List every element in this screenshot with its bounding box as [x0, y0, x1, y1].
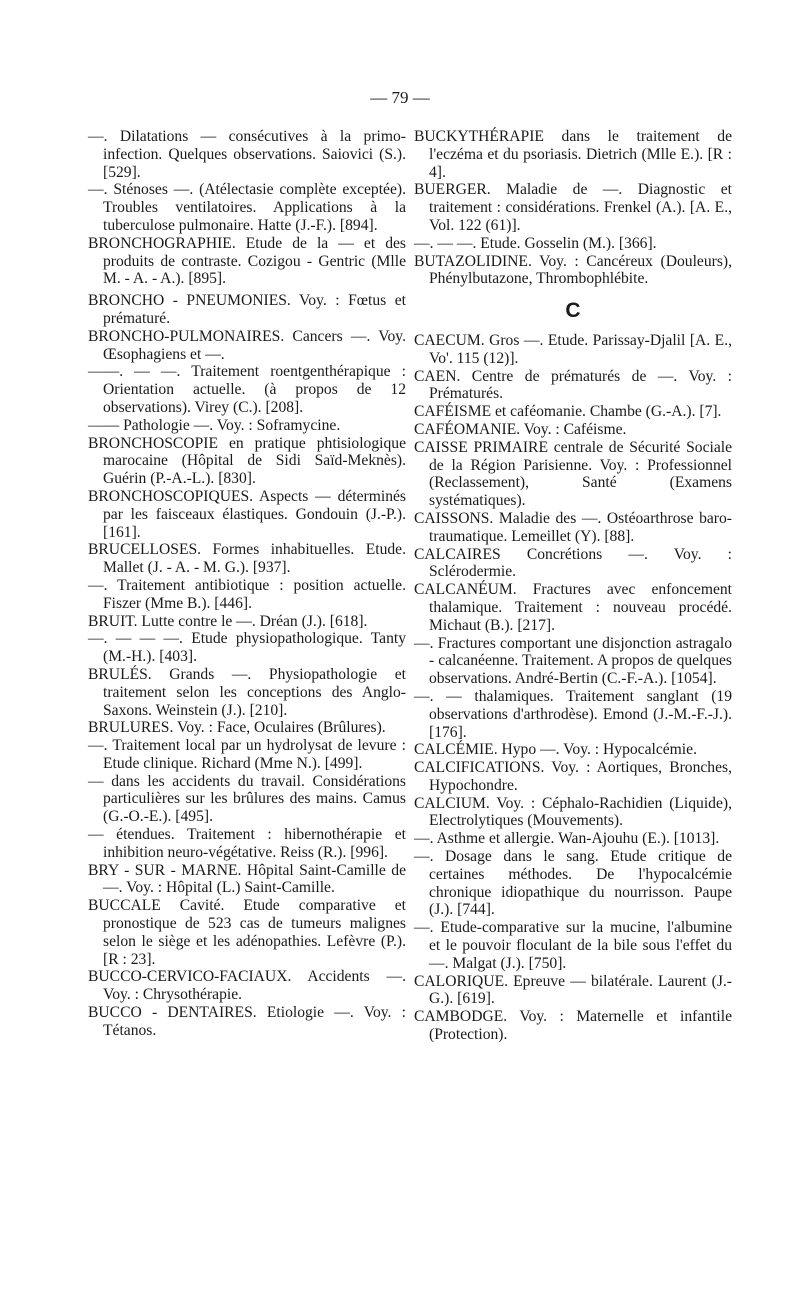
index-entry: —. Fractures comportant une disjonction astragalo - calcanéenne. Traitement. A propos de quelques observations. André-Bertin (C.-F.-A.). [1054]. — [414, 634, 732, 688]
section-letter-heading: C — [565, 299, 581, 323]
index-entry: CAECUM. Gros —. Etude. Parissay-Djalil [A. E., Vo'. 115 (12)]. — [414, 331, 732, 367]
index-entry: — dans les accidents du travail. Considérations particulières sur les brûlures des mains. Camus (G.-O.-E.). [495]. — [88, 772, 406, 826]
index-entry: CAFÉISME et caféomanie. Chambe (G.-A.). [7]. — [414, 403, 722, 421]
index-entry: CALCANÉUM. Fractures avec enfoncement thalamique. Traitement : nouveau procédé. Michaut (B.). [217]. — [414, 581, 732, 634]
index-entry: CALCÉMIE. Hypo —. Voy. : Hypocalcémie. — [414, 741, 697, 759]
index-entry: CAISSONS. Maladie des —. Ostéoarthrose baro-traumatique. Lemeillet (Y). [88]. — [414, 509, 732, 545]
index-entry: BRONCHO - PNEUMONIES. Voy. : Fœtus et prématuré. — [88, 292, 406, 327]
index-entry: —. Dilatations — consécutives à la primo-infection. Quelques observations. Saiovici (S.). [529]. — [88, 128, 406, 181]
index-entry: BRONCHO-PULMONAIRES. Cancers —. Voy. Œsophagiens et —. — [88, 327, 406, 363]
index-entry: BUCCO-CERVICO-FACIAUX. Accidents —. Voy. : Chrysothérapie. — [88, 968, 406, 1004]
index-entry: BRY - SUR - MARNE. Hôpital Saint-Camille de —. Voy. : Hôpital (L.) Saint-Camille. — [88, 861, 406, 897]
index-entry: BRONCHOGRAPHIE. Etude de la — et des produits de contraste. Cozigou - Gentric (Mlle M. - A. - A.). [895]. — [88, 234, 406, 288]
index-entry: BUCCALE Cavité. Etude comparative et pronostique de 523 cas de tumeurs malignes selon le siège et les adénopathies. Lefèvre (P.). [R : 23]. — [88, 897, 406, 968]
index-entry: —. Asthme et allergie. Wan-Ajouhu (E.). [1013]. — [414, 830, 720, 848]
index-entry: ——. — —. Traitement roentgenthérapique : Orientation actuelle. (à propos de 12 observations). Virey (C.). [208]. — [88, 363, 406, 416]
index-entry: —. — —. Etude. Gosselin (M.). [366]. — [414, 234, 657, 252]
index-entry: BUCKYTHÉRAPIE dans le traitement de l'eczéma et du psoriasis. Dietrich (Mlle E.). [R : 4]. — [414, 128, 732, 181]
page-number: — 79 — — [370, 88, 430, 107]
index-entry: —. — — —. Etude physiopathologique. Tanty (M.-H.). [403]. — [88, 630, 406, 666]
index-entry: BRULURES. Voy. : Face, Oculaires (Brûlures). — [88, 719, 386, 737]
index-entry: BRONCHOSCOPIE en pratique phtisiologique marocaine (Hôpital de Sidi Saïd-Meknès). Guérin (P.-A.-L.). [830]. — [88, 434, 406, 488]
index-entry: BRUCELLOSES. Formes inhabituelles. Etude. Mallet (J. - A. - M. G.). [937]. — [88, 541, 406, 577]
index-entry: CAFÉOMANIE. Voy. : Caféisme. — [414, 420, 627, 438]
left-column — [88, 128, 406, 1040]
index-entry: —. Etude-comparative sur la mucine, l'albumine et le pouvoir floculant de la bile sous l'effet du —. Malgat (J.). [750]. — [414, 919, 732, 972]
index-entry: —. — thalamiques. Traitement sanglant (19 observations d'arthrodèse). Emond (J.-M.-F.-J.). [176]. — [414, 687, 732, 741]
index-entry: —. Traitement local par un hydrolysat de levure : Etude clinique. Richard (Mme N.). [499]. — [88, 737, 406, 772]
index-entry: —— Pathologie —. Voy. : Soframycine. — [88, 416, 341, 434]
index-entry: —. Traitement antibiotique : position actuelle. Fiszer (Mme B.). [446]. — [88, 576, 406, 612]
index-entry: CALORIQUE. Epreuve — bilatérale. Laurent (J.-G.). [619]. — [414, 972, 732, 1008]
index-entry: BRULÉS. Grands —. Physiopathologie et traitement selon les conceptions des Anglo-Saxons. Weinstein (J.). [210]. — [88, 665, 406, 719]
index-entry: — étendues. Traitement : hibernothérapie et inhibition neuro-végétative. Reiss (R.). [996]. — [88, 826, 406, 861]
index-entry: CAEN. Centre de prématurés de —. Voy. : Prématurés. — [414, 367, 732, 403]
index-entry: —. Sténoses —. (Atélectasie complète exceptée). Troubles ventilatoires. Applications à la tuberculose pulmonaire. Hatte (J.-F.). [894]. — [88, 181, 406, 234]
index-entry: BUCCO - DENTAIRES. Etiologie —. Voy. : Tétanos. — [88, 1004, 406, 1039]
index-entry: CAISSE PRIMAIRE centrale de Sécurité Sociale de la Région Parisienne. Voy. : Professionnel (Reclassement), Santé (Examens systématiques). — [414, 438, 732, 510]
index-entry: CALCAIRES Concrétions —. Voy. : Sclérodermie. — [414, 545, 732, 581]
index-entry: BUTAZOLIDINE. Voy. : Cancéreux (Douleurs), Phénylbutazone, Thrombophlébite. — [414, 252, 732, 288]
index-entry: CAMBODGE. Voy. : Maternelle et infantile (Protection). — [414, 1008, 732, 1044]
index-entry: BRONCHOSCOPIQUES. Aspects — déterminés par les faisceaux élastiques. Gondouin (J.-P.). [161]. — [88, 487, 406, 541]
index-entry: —. Dosage dans le sang. Etude critique de certaines méthodes. De l'hypocalcémie chronique idiopathique du nourrisson. Paupe (J.). [744]. — [414, 848, 732, 919]
right-column — [414, 128, 732, 1044]
index-entry: CALCIFICATIONS. Voy. : Aortiques, Bronches, Hypochondre. — [414, 759, 732, 794]
index-entry: BUERGER. Maladie de —. Diagnostic et traitement : considérations. Frenkel (A.). [A. E., Vol. 122 (61)]. — [414, 181, 732, 234]
index-entry: BRUIT. Lutte contre le —. Dréan (J.). [618]. — [88, 612, 368, 630]
index-entry: CALCIUM. Voy. : Céphalo-Rachidien (Liquide), Electrolytiques (Mouvements). — [414, 794, 732, 830]
